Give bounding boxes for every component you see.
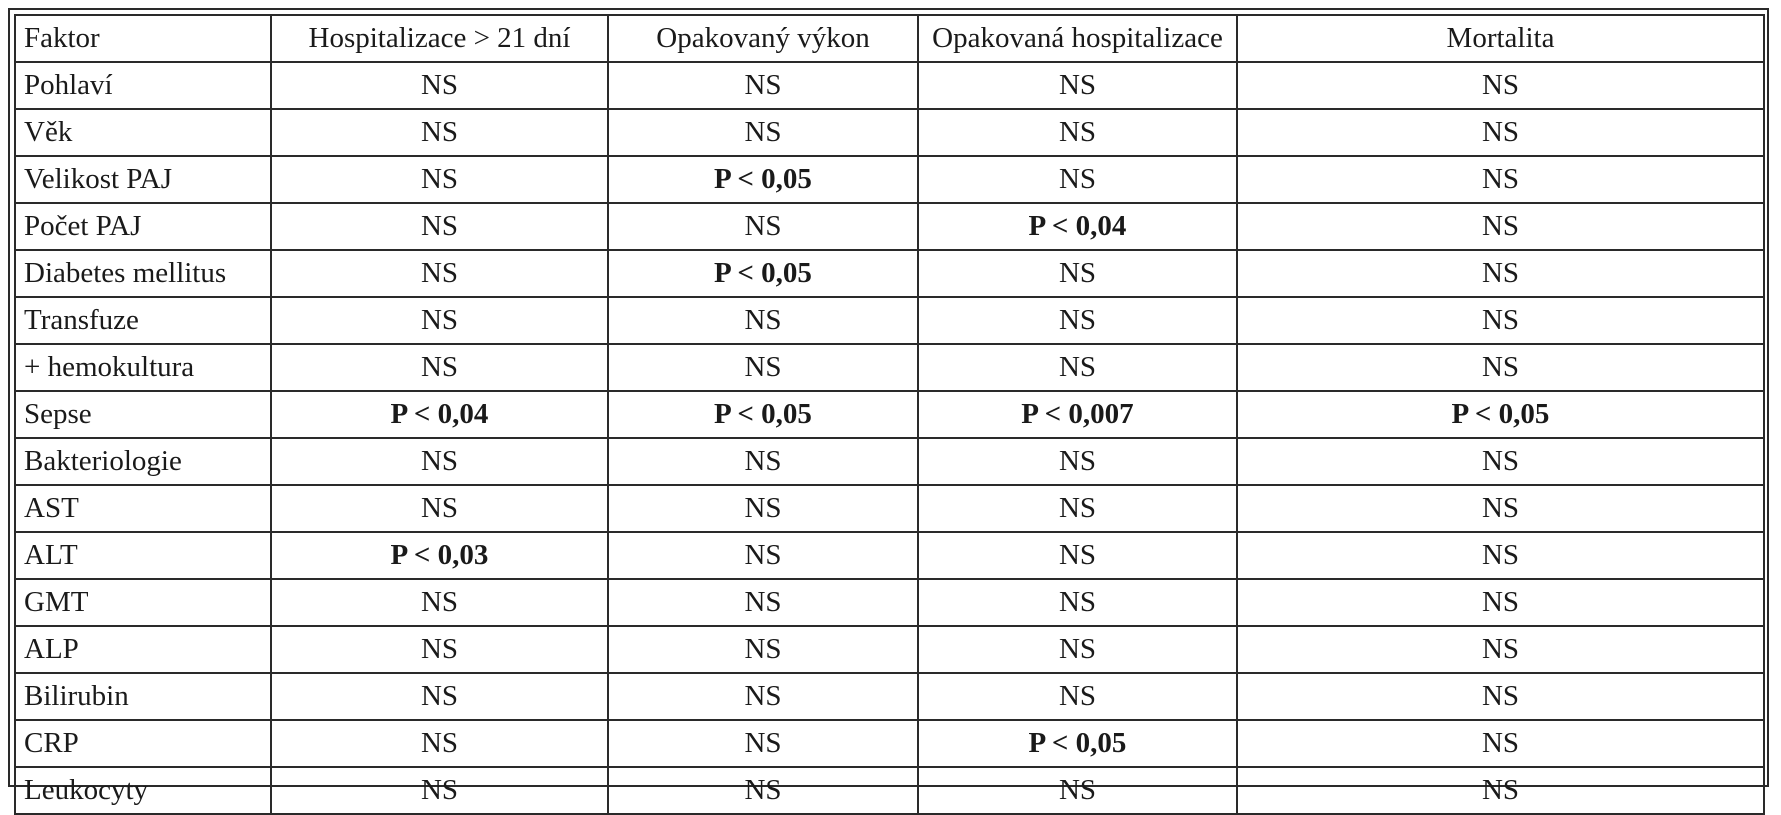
table-cell: NS	[918, 626, 1237, 673]
row-label: ALT	[15, 532, 271, 579]
table-cell: NS	[1237, 156, 1764, 203]
table-cell: NS	[1237, 485, 1764, 532]
table-row	[15, 109, 1764, 156]
row-label: Velikost PAJ	[15, 156, 271, 203]
table-cell: NS	[608, 203, 918, 250]
table-cell: NS	[918, 438, 1237, 485]
row-label: Transfuze	[15, 297, 271, 344]
table-cell: NS	[608, 626, 918, 673]
table-row	[15, 720, 1764, 767]
column-header: Hospitalizace > 21 dní	[271, 15, 608, 62]
table-cell: NS	[1237, 297, 1764, 344]
row-label: GMT	[15, 579, 271, 626]
table-cell: NS	[271, 673, 608, 720]
table-cell: NS	[271, 720, 608, 767]
table-cell: NS	[1237, 767, 1764, 814]
table-header-row	[15, 15, 1764, 62]
table-cell: P < 0,05	[608, 391, 918, 438]
row-label: Věk	[15, 109, 271, 156]
column-header: Opakovaná hospitalizace	[918, 15, 1237, 62]
row-label: CRP	[15, 720, 271, 767]
column-header: Mortalita	[1237, 15, 1764, 62]
table-cell: NS	[271, 62, 608, 109]
table-cell: NS	[608, 109, 918, 156]
table-cell: NS	[271, 579, 608, 626]
table-cell: NS	[1237, 438, 1764, 485]
table-cell: NS	[918, 673, 1237, 720]
row-label: AST	[15, 485, 271, 532]
table-cell: NS	[271, 485, 608, 532]
table-cell: NS	[918, 109, 1237, 156]
table-cell: NS	[918, 579, 1237, 626]
table-cell: NS	[918, 297, 1237, 344]
table-row	[15, 579, 1764, 626]
row-label: Bilirubin	[15, 673, 271, 720]
table-cell: NS	[1237, 62, 1764, 109]
table-cell: P < 0,04	[918, 203, 1237, 250]
table-cell: NS	[918, 485, 1237, 532]
results-table	[14, 14, 1765, 815]
table-cell: NS	[271, 109, 608, 156]
table-cell: NS	[918, 767, 1237, 814]
table-cell: P < 0,05	[918, 720, 1237, 767]
table-cell: NS	[608, 673, 918, 720]
table-cell: P < 0,04	[271, 391, 608, 438]
table-row	[15, 203, 1764, 250]
table-cell: NS	[271, 250, 608, 297]
row-label: Leukocyty	[15, 767, 271, 814]
table-row	[15, 156, 1764, 203]
table-cell: NS	[1237, 720, 1764, 767]
table-cell: NS	[1237, 250, 1764, 297]
row-label: ALP	[15, 626, 271, 673]
table-cell: P < 0,05	[1237, 391, 1764, 438]
row-label: + hemokultura	[15, 344, 271, 391]
table-row	[15, 250, 1764, 297]
table-row	[15, 62, 1764, 109]
table-cell: NS	[918, 62, 1237, 109]
table-cell: NS	[918, 156, 1237, 203]
table-cell: NS	[271, 767, 608, 814]
table-cell: NS	[608, 344, 918, 391]
table-cell: NS	[1237, 626, 1764, 673]
table-row	[15, 391, 1764, 438]
table-cell: NS	[1237, 203, 1764, 250]
row-label: Bakteriologie	[15, 438, 271, 485]
table-cell: NS	[1237, 344, 1764, 391]
table-row	[15, 626, 1764, 673]
table-row	[15, 532, 1764, 579]
row-label: Počet PAJ	[15, 203, 271, 250]
table-cell: NS	[271, 297, 608, 344]
table-cell: NS	[271, 156, 608, 203]
table-cell: NS	[608, 767, 918, 814]
table-row	[15, 344, 1764, 391]
table-cell: NS	[608, 532, 918, 579]
row-label: Pohlaví	[15, 62, 271, 109]
table-cell: NS	[608, 438, 918, 485]
row-label: Diabetes mellitus	[15, 250, 271, 297]
table-cell: NS	[1237, 532, 1764, 579]
table-cell: NS	[918, 344, 1237, 391]
table-row	[15, 673, 1764, 720]
table-cell: P < 0,007	[918, 391, 1237, 438]
table-cell: NS	[608, 720, 918, 767]
column-header: Faktor	[15, 15, 271, 62]
table-cell: NS	[271, 344, 608, 391]
table-cell: NS	[608, 62, 918, 109]
table-cell: NS	[1237, 109, 1764, 156]
column-header: Opakovaný výkon	[608, 15, 918, 62]
table-row	[15, 297, 1764, 344]
table-cell: P < 0,05	[608, 156, 918, 203]
table-cell: NS	[918, 250, 1237, 297]
table-row	[15, 438, 1764, 485]
table-cell: NS	[918, 532, 1237, 579]
table-cell: NS	[1237, 673, 1764, 720]
table-cell: NS	[1237, 579, 1764, 626]
row-label: Sepse	[15, 391, 271, 438]
table-cell: NS	[271, 438, 608, 485]
table-cell: P < 0,05	[608, 250, 918, 297]
table-cell: NS	[608, 297, 918, 344]
table-cell: NS	[608, 485, 918, 532]
table-cell: NS	[271, 626, 608, 673]
table-cell: NS	[608, 579, 918, 626]
table-cell: P < 0,03	[271, 532, 608, 579]
table-row	[15, 485, 1764, 532]
table-row	[15, 767, 1764, 814]
table-cell: NS	[271, 203, 608, 250]
